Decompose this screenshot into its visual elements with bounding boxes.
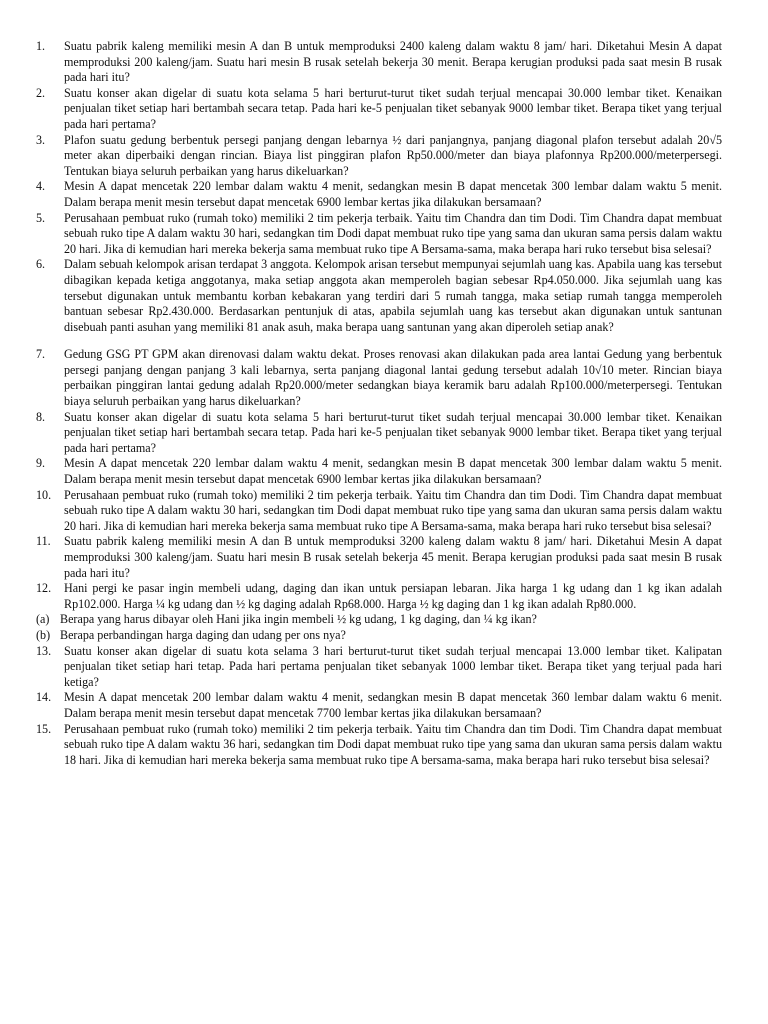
question-text: Perusahaan pembuat ruko (rumah toko) memiliki 2 tim pekerja terbaik. Yaitu tim Chandra dan tim Dodi. Tim Chandra dapat membuat sebuah ruko tipe A dalam waktu 30 hari, sedangkan tim Dodi dapat membuat ruko tipe yang sama dan ukuran sama persis dalam waktu 20 hari. Jika di kemudian hari mereka bekerja sama membuat ruko tipe A Bersama-sama, maka berapa hari ruko tersebut bisa selesai? [64, 487, 722, 533]
question-text: Dalam sebuah kelompok arisan terdapat 3 anggota. Kelompok arisan tersebut mempunyai sejumlah uang kas. Apabila uang kas tersebut dibagikan kepada ketiga anggotanya, maka setiap anggota akan memperoleh bagian sebesar Rp4.050.000. Jika sejumlah uang kas tersebut digunakan untuk membantu korban kebakaran yang terdiri dari 5 rumah tangga, maka setiap rumah tangga memperoleh bantuan sebesar Rp2.430.000. Berdasarkan pentunjuk di atas, apabila sejumlah uang kas tersebut akan digunakan untuk santunan disebuah panti asuhan yang memiliki 81 anak asuh, maka berapa uang santunan yang akan diperoleh setiap anak? [64, 257, 722, 334]
question-number: 11. [36, 534, 51, 549]
question-text: Mesin A dapat mencetak 220 lembar dalam waktu 4 menit, sedangkan mesin B dapat mencetak 300 lembar dalam waktu 5 menit. Dalam berapa menit mesin tersebut dapat mencetak 6900 lembar kertas jika dilakukan bersamaan? [64, 179, 722, 209]
question-item [36, 179, 722, 210]
sub-question-label: (a) [36, 612, 50, 627]
sub-question-group [36, 612, 722, 643]
question-number: 9. [36, 456, 46, 471]
question-text: Gedung GSG PT GPM akan direnovasi dalam waktu dekat. Proses renovasi akan dilakukan pada area lantai Gedung yang berbentuk persegi panjang dengan panjang 3 kali lebarnya, serta panjang diagonal lantai gedung tersebut adalah 10√10 meter. Rincian biaya perbaikan pinggiran lantai gedung adalah Rp20.000/meter sedangkan biaya keramik baru adalah Rp100.000/meterpersegi. Tentukan biaya seluruh perbaikan yang harus dikeluarkan? [64, 347, 722, 409]
sub-question [36, 628, 722, 644]
question-item [36, 722, 722, 769]
sub-question-list [36, 612, 722, 643]
question-item [36, 581, 722, 612]
question-text: Suatu pabrik kaleng memiliki mesin A dan B untuk memproduksi 2400 kaleng dalam waktu 8 jam/ hari. Diketahui Mesin A dapat memproduksi 200 kaleng/jam. Suatu hari mesin B rusak setelah bekerja 30 menit. Berapa kerugian produksi pada saat mesin B rusak pada hari itu? [64, 39, 722, 85]
sub-question-text: Berapa yang harus dibayar oleh Hani jika ingin membeli ½ kg udang, 1 kg daging, dan ¼ kg ikan? [60, 612, 537, 627]
question-item [36, 133, 722, 180]
question-text: Suatu konser akan digelar di suatu kota selama 5 hari berturut-turut tiket sudah terjual mencapai 30.000 lembar tiket. Kenaikan penjualan tiket setiap hari bertambah secara tetap. Pada hari ke-5 penjualan tiket sebanyak 9000 lembar tiket. Berapa tiket yang terjual pada hari pertama? [64, 85, 722, 131]
question-item [36, 211, 722, 258]
question-number: 8. [36, 409, 46, 424]
question-text: Suatu pabrik kaleng memiliki mesin A dan B untuk memproduksi 3200 kaleng dalam waktu 8 jam/ hari. Diketahui Mesin A dapat memproduksi 300 kaleng/jam. Suatu hari mesin B rusak setelah bekerja 45 menit. Berapa kerugian produksi pada saat mesin B rusak pada hari itu? [64, 534, 722, 580]
question-number: 5. [36, 210, 46, 225]
question-item [36, 347, 722, 409]
question-item [36, 86, 722, 133]
question-text: Plafon suatu gedung berbentuk persegi panjang dengan lebarnya ½ dari panjangnya, panjang diagonal plafon tersebut adalah 20√5 meter akan diperbaiki dengan rincian. Biaya list pinggiran plafon Rp50.000/meter dan biaya plafonnya Rp200.000/meterpersegi. Tentukan biaya seluruh perbaikan yang harus dikeluarkan? [64, 132, 722, 178]
sub-question-label: (b) [36, 627, 51, 642]
question-item [36, 690, 722, 721]
question-text: Suatu konser akan digelar di suatu kota selama 3 hari berturut-turut tiket sudah terjual mencapai 13.000 lembar tiket. Kalipatan penjualan tiket setiap hari tetap. Pada hari pertama penjualan tiket sebanyak 1000 lembar tiket. Berapa tiket yang terjual pada hari ketiga? [64, 643, 722, 689]
question-item [36, 257, 722, 335]
question-number: 14. [36, 690, 52, 705]
question-number: 6. [36, 257, 46, 272]
sub-question [36, 612, 722, 628]
question-number: 1. [36, 39, 46, 53]
question-number: 12. [36, 581, 52, 596]
question-number: 7. [36, 347, 46, 362]
question-body [64, 581, 722, 612]
question-item [36, 410, 722, 457]
question-item [36, 534, 722, 581]
question-item [36, 488, 722, 535]
question-text: Perusahaan pembuat ruko (rumah toko) memiliki 2 tim pekerja terbaik. Yaitu tim Chandra dan tim Dodi. Tim Chandra dapat membuat sebuah ruko tipe A dalam waktu 36 hari, sedangkan tim Dodi dapat membuat ruko tipe yang sama dan ukuran sama persis dalam waktu 18 hari. Jika di kemudian hari mereka bekerja sama membuat ruko tipe A bersama-sama, maka berapa hari ruko tersebut bisa selesai? [64, 721, 722, 767]
question-number: 13. [36, 643, 52, 658]
question-text: Hani pergi ke pasar ingin membeli udang, daging dan ikan untuk persiapan lebaran. Jika harga 1 kg udang dan 1 kg ikan adalah Rp102.000. Harga ¼ kg udang dan ½ kg daging adalah Rp68.000. Harga ½ kg daging dan 1 kg ikan adalah Rp80.000. [64, 581, 722, 611]
question-number: 2. [36, 85, 46, 100]
question-text: Mesin A dapat mencetak 220 lembar dalam waktu 4 menit, sedangkan mesin B dapat mencetak 300 lembar dalam waktu 5 menit. Dalam berapa menit mesin tersebut dapat mencetak 6900 lembar kertas jika dilakukan bersamaan? [64, 456, 722, 487]
question-number: 4. [36, 179, 46, 194]
question-number: 10. [36, 487, 52, 502]
sub-question-text: Berapa perbandingan harga daging dan udang per ons nya? [60, 627, 346, 642]
question-text: Perusahaan pembuat ruko (rumah toko) memiliki 2 tim pekerja terbaik. Yaitu tim Chandra dan tim Dodi. Tim Chandra dapat membuat sebuah ruko tipe A dalam waktu 30 hari, sedangkan tim Dodi dapat membuat ruko tipe yang sama dan ukuran sama persis dalam waktu 20 hari. Jika di kemudian hari mereka bekerja sama membuat ruko tipe A Bersama-sama, maka berapa hari ruko tersebut bisa selesai? [64, 210, 722, 256]
question-item [36, 644, 722, 691]
question-number: 15. [36, 721, 52, 736]
question-item [36, 456, 722, 487]
question-item [36, 39, 722, 86]
question-text: Suatu konser akan digelar di suatu kota selama 5 hari berturut-turut tiket sudah terjual mencapai 30.000 lembar tiket. Kenaikan penjualan tiket setiap hari bertambah secara tetap. Pada hari ke-5 penjualan tiket sebanyak 9000 lembar tiket. Berapa tiket yang terjual pada hari pertama? [64, 409, 722, 455]
question-list [36, 39, 722, 768]
question-text: Mesin A dapat mencetak 200 lembar dalam waktu 4 menit, sedangkan mesin B dapat mencetak 360 lembar dalam waktu 6 menit. Dalam berapa menit mesin tersebut dapat mencetak 7700 lembar kertas jika dilakukan bersamaan? [64, 690, 722, 720]
question-number: 3. [36, 132, 46, 147]
